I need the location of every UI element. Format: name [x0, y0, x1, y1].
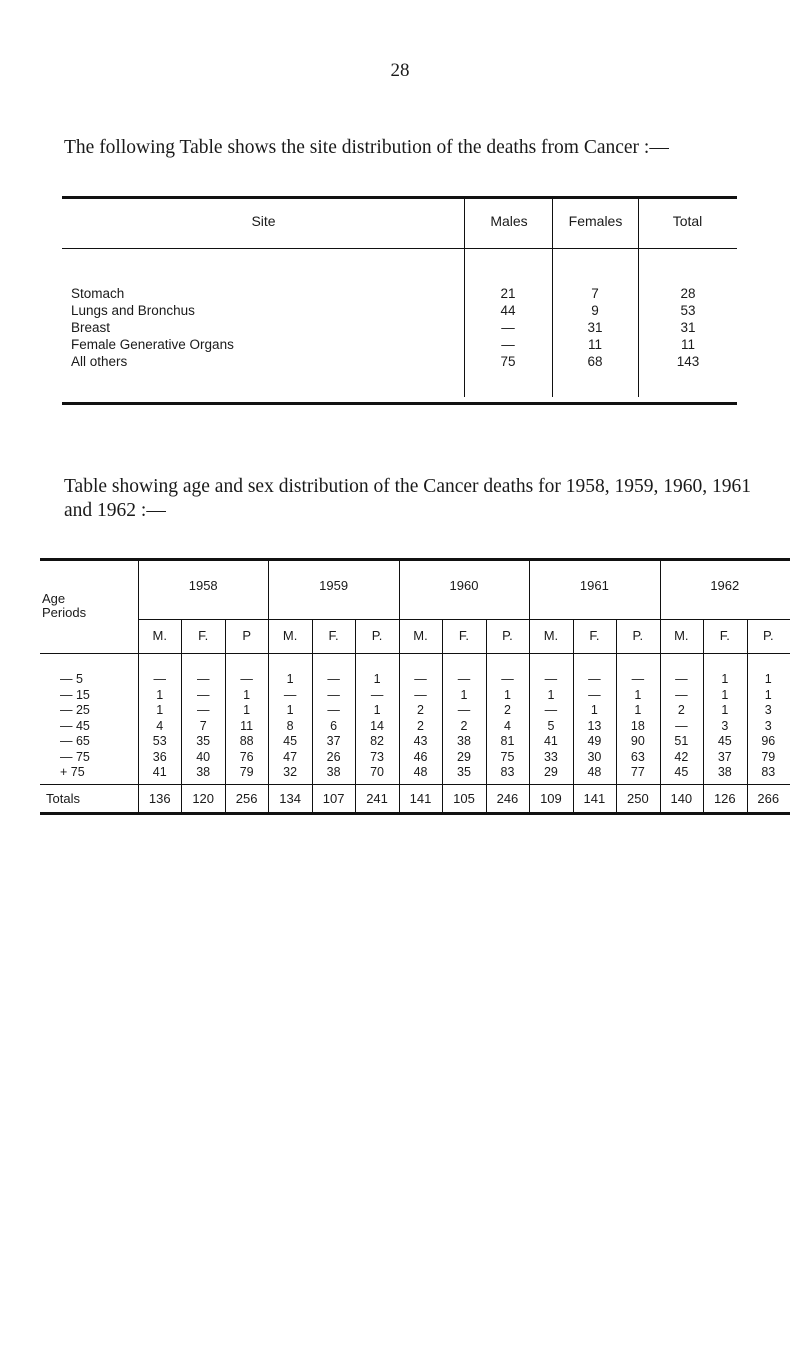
totals-cell: 141	[409, 790, 432, 806]
year-header: 1959	[319, 578, 349, 593]
sex-subheader: M.	[543, 628, 559, 643]
total-value: 143	[676, 354, 700, 369]
site-label: Stomach	[71, 286, 125, 301]
table-cell: 18	[630, 718, 645, 733]
totals-cell: 134	[279, 790, 301, 806]
column-divider	[573, 620, 574, 812]
table-cell: 1	[460, 687, 468, 702]
site-label: Female Generative Organs	[71, 337, 234, 352]
table-cell: 26	[326, 749, 341, 764]
table-cell: 77	[630, 765, 645, 779]
table-cell: 33	[543, 749, 558, 764]
sex-subheader: F.	[328, 628, 339, 643]
table-cell: —	[457, 703, 471, 717]
table-cell: 35	[457, 765, 471, 779]
age-label: — 45	[60, 718, 90, 733]
totals-cell: 140	[670, 790, 693, 806]
totals-cell: 256	[235, 790, 258, 806]
table-cell: 45	[674, 765, 689, 779]
header-rule	[40, 653, 790, 654]
table-cell: 1	[764, 672, 772, 686]
site-label: All others	[71, 354, 128, 369]
sex-subheader: F.	[719, 628, 730, 643]
col-divider	[464, 199, 465, 397]
table-cell: 35	[196, 734, 211, 748]
site-distribution-table	[62, 196, 737, 405]
age-label: — 5	[60, 672, 83, 686]
year-rule	[138, 619, 790, 620]
table-cell: —	[414, 687, 427, 702]
sex-subheader: M.	[282, 628, 298, 643]
table-cell: 1	[547, 687, 555, 702]
table-cell: 1	[243, 687, 251, 702]
age-label: — 25	[60, 703, 90, 717]
column-divider	[268, 561, 269, 812]
table-cell: 76	[239, 749, 254, 764]
table-cell: —	[675, 687, 688, 702]
table-cell: —	[675, 718, 688, 733]
table-cell: 32	[283, 765, 298, 779]
column-divider	[747, 620, 748, 812]
sex-subheader: F.	[198, 628, 209, 643]
table-cell: 3	[764, 718, 772, 733]
column-divider	[442, 620, 443, 812]
column-divider	[703, 620, 704, 812]
table-cell: 8	[286, 718, 294, 733]
table-cell: 42	[674, 749, 689, 764]
females-value: 7	[591, 286, 599, 301]
females-value: 11	[587, 337, 602, 352]
table-cell: 1	[286, 703, 294, 717]
table-cell: 1	[503, 687, 511, 702]
header-rule	[62, 248, 737, 249]
table-cell: 38	[457, 734, 471, 748]
table-cell: —	[544, 703, 558, 717]
table-cell: 13	[587, 718, 602, 733]
table-cell: 38	[326, 765, 341, 779]
table-cell: 45	[283, 734, 298, 748]
table-cell: 81	[500, 734, 515, 748]
males-value: 44	[500, 303, 516, 318]
table-cell: 3	[721, 718, 729, 733]
table-cell: 1	[373, 672, 381, 686]
table-cell: 53	[152, 734, 167, 748]
table-cell: 3	[764, 703, 772, 717]
col-divider	[552, 199, 553, 397]
header-females: Females	[568, 213, 623, 229]
year-header: 1961	[579, 578, 609, 593]
table-cell: —	[327, 703, 340, 717]
table-cell: 4	[503, 718, 511, 733]
top-rule	[40, 558, 790, 561]
totals-cell: 266	[757, 790, 780, 806]
age-label: — 65	[60, 734, 90, 748]
column-divider	[660, 561, 661, 812]
table-cell: —	[327, 687, 340, 702]
table-cell: 48	[413, 765, 428, 779]
sex-subheader: F.	[589, 628, 600, 643]
column-divider	[225, 620, 226, 812]
table-cell: 37	[717, 749, 732, 764]
bottom-rule	[40, 812, 790, 815]
col-divider	[638, 199, 639, 397]
table-cell: 30	[587, 749, 602, 764]
table-cell: 4	[156, 718, 164, 733]
totals-cell: 246	[496, 790, 519, 806]
total-value: 31	[680, 320, 696, 335]
table-cell: —	[327, 672, 340, 686]
column-divider	[181, 620, 182, 812]
table-cell: —	[457, 672, 471, 686]
table-cell: 1	[156, 687, 164, 702]
column-divider	[399, 561, 400, 812]
table-cell: 63	[630, 749, 645, 764]
table-cell: —	[196, 703, 210, 717]
table-cell: 11	[240, 718, 254, 733]
column-divider	[616, 620, 617, 812]
males-value: 21	[500, 286, 516, 301]
table-cell: 2	[677, 703, 685, 717]
page-number: 28	[390, 60, 410, 81]
age-label: — 75	[60, 749, 90, 764]
table-cell: 1	[286, 672, 294, 686]
totals-cell: 109	[540, 790, 562, 806]
totals-cell: 107	[322, 790, 345, 806]
table-cell: 79	[239, 765, 254, 779]
table-cell: 2	[460, 718, 468, 733]
site-table-intro: The following Table shows the site distribution of the deaths from Cancer :—	[64, 137, 669, 158]
totals-cell: 241	[366, 790, 388, 806]
sex-subheader: P.	[632, 628, 644, 643]
table-cell: —	[240, 672, 253, 686]
table-cell: 1	[721, 703, 729, 717]
table-cell: 1	[721, 672, 729, 686]
totals-rule	[40, 784, 790, 785]
sex-subheader: M.	[413, 628, 428, 643]
age-label: + 75	[60, 765, 85, 779]
table-cell: 1	[634, 703, 642, 717]
table-cell: 7	[199, 718, 207, 733]
age-periods-header: Age Periods	[42, 591, 87, 620]
table-cell: 14	[370, 718, 385, 733]
table-cell: 29	[543, 765, 558, 779]
table-cell: —	[675, 672, 688, 686]
table-cell: 70	[370, 765, 385, 779]
sex-subheader: P.	[762, 628, 774, 643]
table-cell: 83	[761, 765, 776, 779]
table-cell: 1	[764, 687, 772, 702]
totals-cell: 105	[453, 790, 475, 806]
table-cell: —	[631, 672, 645, 686]
site-table-body	[62, 252, 737, 402]
totals-cell: 250	[627, 790, 649, 806]
table-cell: 1	[156, 703, 164, 717]
table-cell: 96	[761, 734, 776, 748]
table-cell: 29	[457, 749, 471, 764]
column-divider	[355, 620, 356, 812]
table-cell: —	[544, 672, 558, 686]
year-header: 1960	[449, 578, 479, 593]
totals-cell: 126	[713, 790, 736, 806]
females-value: 31	[587, 320, 603, 335]
sex-subheader: M.	[674, 628, 689, 643]
sex-subheader: M.	[152, 628, 167, 643]
table-cell: 46	[413, 749, 428, 764]
table-cell: 41	[543, 734, 558, 748]
table-cell: 49	[587, 734, 602, 748]
table-cell: 88	[239, 734, 254, 748]
table-cell: 83	[500, 765, 515, 779]
table-cell: —	[196, 672, 210, 686]
table-cell: 40	[196, 749, 211, 764]
table-cell: 2	[417, 718, 424, 733]
table-cell: 47	[283, 749, 298, 764]
table-cell: —	[588, 672, 601, 686]
totals-cell: 141	[583, 790, 606, 806]
table-cell: 51	[674, 734, 689, 748]
table-cell: 36	[152, 749, 167, 764]
total-value: 28	[680, 286, 696, 301]
table-cell: 45	[717, 734, 732, 748]
table-cell: —	[153, 672, 166, 686]
table-cell: —	[588, 687, 601, 702]
year-header: 1962	[710, 578, 740, 593]
table-cell: 1	[590, 703, 598, 717]
age-table-intro: Table showing age and sex distribution of the Cancer deaths for 1958, 1959, 1960, 1961 and 1962 :—	[64, 476, 751, 521]
site-table-header	[62, 199, 737, 252]
table-cell: 82	[370, 734, 385, 748]
table-cell: 1	[373, 703, 381, 717]
table-row	[62, 354, 737, 373]
totals-cell: 120	[192, 790, 215, 806]
table-cell: 90	[630, 734, 645, 748]
table-cell: 43	[413, 734, 428, 748]
table-cell: 38	[196, 765, 211, 779]
sex-subheader: F.	[458, 628, 470, 643]
table-cell: —	[196, 687, 210, 702]
table-cell: 41	[152, 765, 167, 779]
total-value: 53	[680, 303, 696, 318]
table-cell: —	[283, 687, 297, 702]
table-cell: 6	[330, 718, 338, 733]
column-divider	[529, 561, 530, 812]
totals-label: Totals	[46, 790, 80, 806]
column-divider	[312, 620, 313, 812]
table-cell: 73	[370, 749, 385, 764]
table-cell: 2	[417, 703, 424, 717]
total-value: 11	[680, 337, 695, 352]
table-cell: 37	[326, 734, 341, 748]
table-cell: 1	[243, 703, 251, 717]
males-value: 75	[500, 354, 516, 369]
table-cell: —	[370, 687, 384, 702]
males-value: —	[501, 320, 515, 335]
table-cell: —	[414, 672, 427, 686]
column-divider	[138, 561, 139, 812]
table-cell: 1	[721, 687, 729, 702]
year-header: 1958	[188, 578, 218, 593]
females-value: 9	[591, 303, 599, 318]
site-label: Breast	[71, 320, 111, 335]
sex-subheader: P.	[502, 628, 513, 643]
sex-subheader: P	[242, 628, 251, 643]
site-label: Lungs and Bronchus	[71, 303, 195, 318]
table-cell: 38	[717, 765, 732, 779]
age-label: — 15	[60, 687, 90, 702]
header-site: Site	[251, 213, 276, 229]
table-cell: 2	[503, 703, 511, 717]
totals-cell: 136	[148, 790, 171, 806]
header-total: Total	[672, 213, 703, 229]
header-males: Males	[490, 213, 528, 229]
table-cell: 79	[761, 749, 776, 764]
column-divider	[486, 620, 487, 812]
table-cell: 48	[587, 765, 602, 779]
males-value: —	[501, 337, 515, 352]
table-cell: 1	[634, 687, 642, 702]
table-cell: 5	[547, 718, 555, 733]
table-cell: 75	[500, 749, 515, 764]
females-value: 68	[587, 354, 603, 369]
sex-subheader: P.	[371, 628, 383, 643]
table-cell: —	[501, 672, 514, 686]
bottom-rule	[62, 402, 737, 405]
